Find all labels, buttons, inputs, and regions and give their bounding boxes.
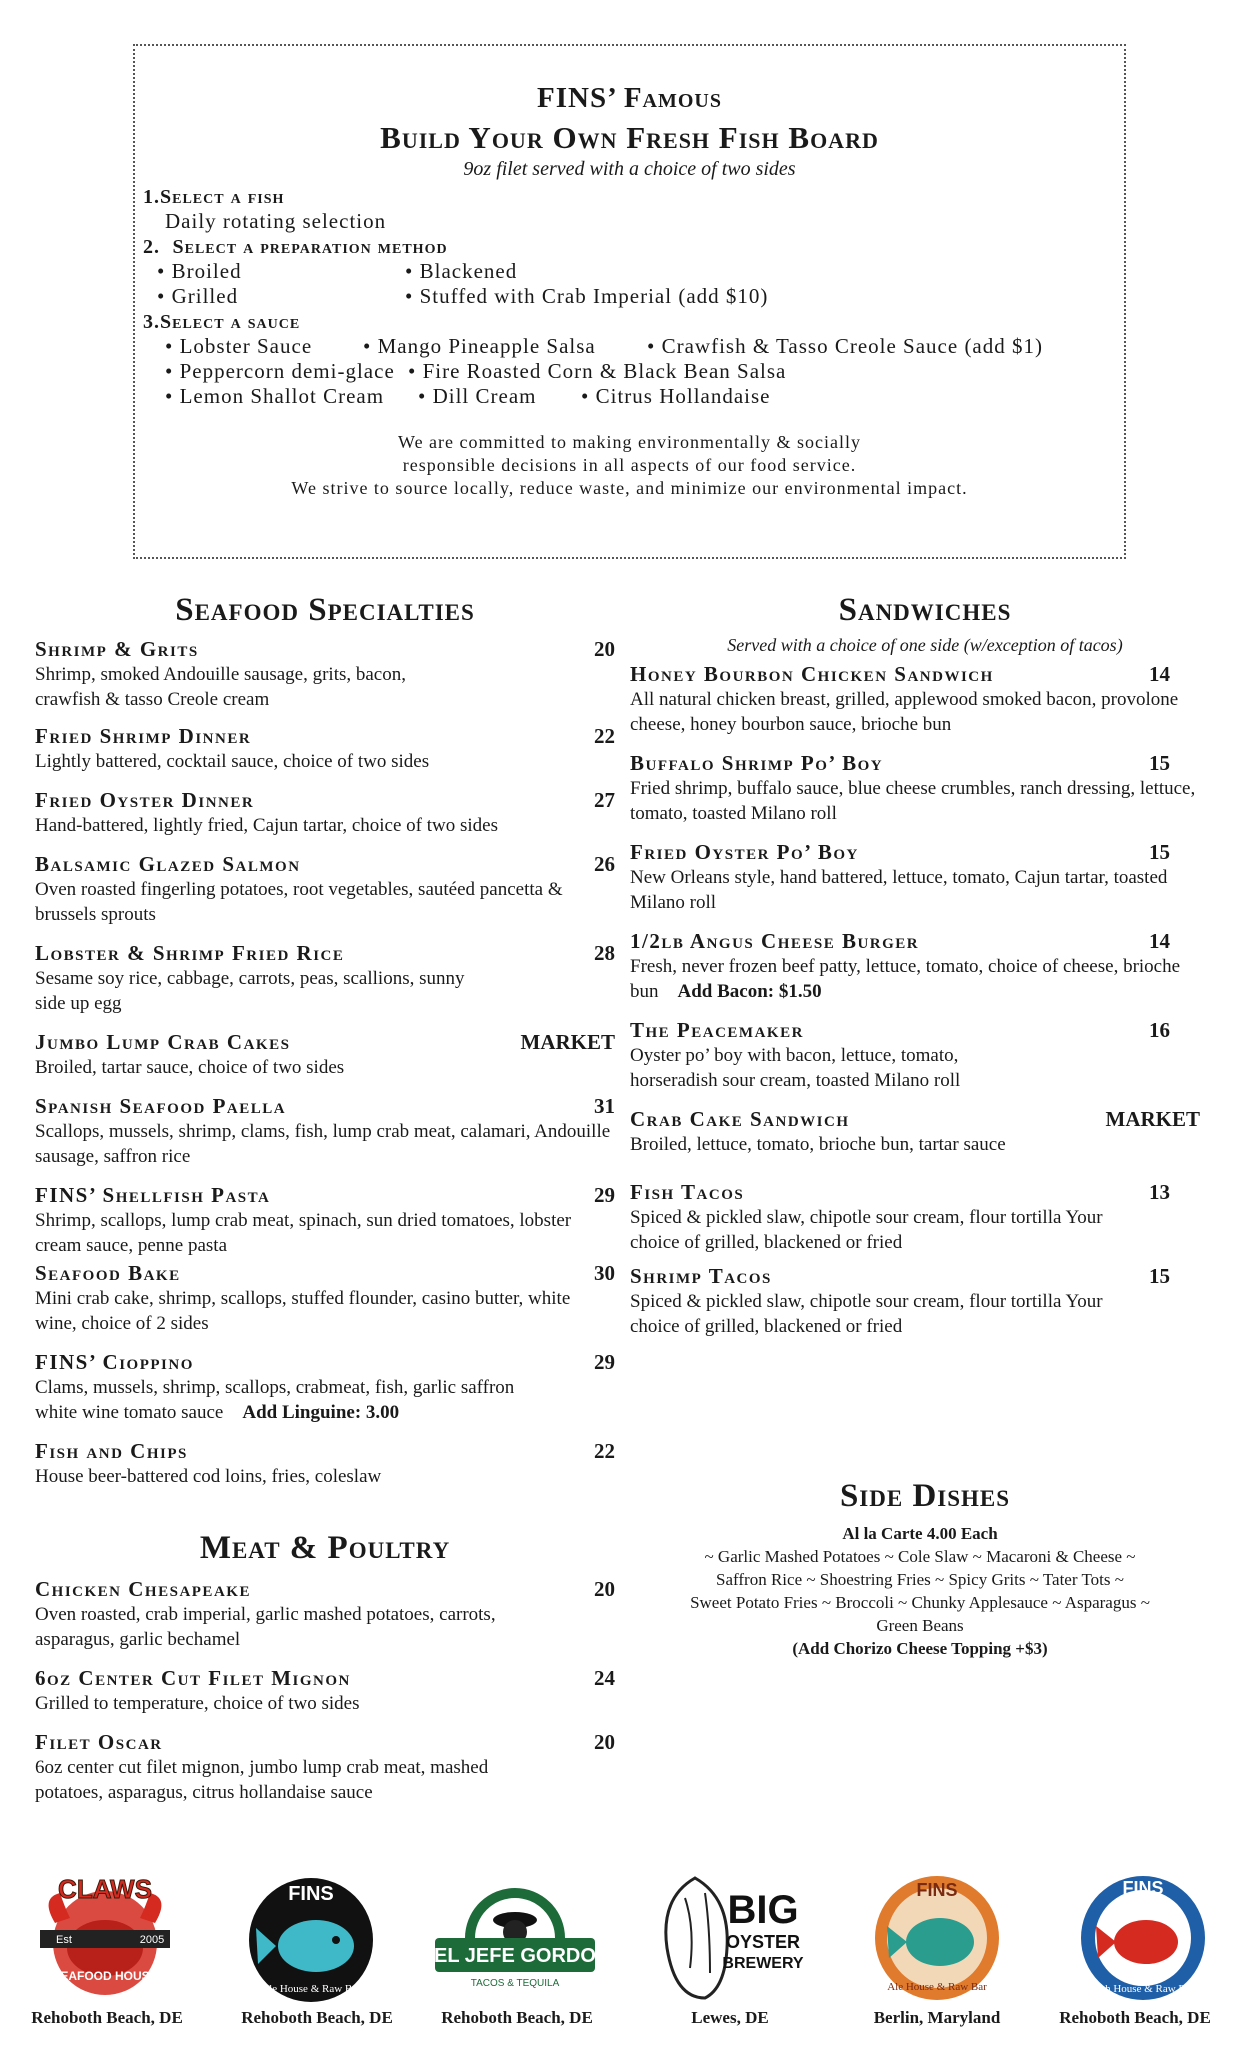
item-desc: Spiced & pickled slaw, chipotle sour cream, flour tortilla Your choice of grilled, blackened or fried — [630, 1207, 1103, 1253]
board-title-line1: FINS’ Famous — [537, 82, 722, 114]
sauce-corn-salsa: • Fire Roasted Corn & Black Bean Salsa — [408, 359, 787, 383]
mission-line-3: We strive to source locally, reduce waste, and minimize our environmental impact. — [291, 478, 968, 498]
menu-item — [35, 1183, 615, 1258]
item-name: Balsamic Glazed Salmon — [35, 852, 301, 876]
oyster-name: BIG — [727, 1888, 799, 1932]
menu-item — [630, 1018, 1200, 1093]
oyster-sub2: BREWERY — [722, 1955, 804, 1972]
fins-berlin-logo — [862, 1868, 1012, 2008]
item-price: 13 — [1149, 1180, 1170, 1204]
item-name: Fried Oyster Dinner — [35, 788, 255, 812]
step-3-label: Select a sauce — [160, 311, 301, 333]
menu-item — [630, 1180, 1200, 1255]
item-price: 22 — [594, 1439, 615, 1463]
item-name: Crab Cake Sandwich — [630, 1107, 850, 1131]
item-desc: Broiled, tartar sauce, choice of two sides — [35, 1057, 345, 1078]
sides-addon: (Add Chorizo Cheese Topping +$3) — [792, 1639, 1048, 1658]
sauce-dill: • Dill Cream — [418, 384, 537, 408]
item-name: Filet Oscar — [35, 1730, 163, 1754]
menu-item — [35, 1261, 615, 1336]
item-price: 15 — [1149, 751, 1170, 775]
jefe-sub: TACOS & TEQUILA — [470, 1978, 560, 1989]
item-desc: 6oz center cut filet mignon, jumbo lump crab meat, mashed potatoes, asparagus, citrus hollandaise sauce — [35, 1757, 489, 1803]
menu-item — [630, 751, 1200, 826]
meat-title: Meat & Poultry — [199, 1530, 451, 1566]
item-name: Buffalo Shrimp Po’ Boy — [630, 751, 884, 775]
item-name: Spanish Seafood Paella — [35, 1094, 287, 1118]
item-price: 14 — [1149, 662, 1170, 686]
menu-item — [630, 1107, 1200, 1157]
mission-line-2: responsible decisions in all aspects of our food service. — [402, 455, 857, 475]
claws-year: 2005 — [139, 1934, 165, 1946]
item-price: 20 — [594, 1730, 615, 1754]
item-name: Shrimp Tacos — [630, 1264, 772, 1288]
fins-berlin-name: FINS — [916, 1880, 958, 1900]
step-1-label: Select a fish — [160, 186, 285, 208]
location-label: Berlin, Maryland — [873, 2008, 1001, 2027]
prep-grilled: • Grilled — [157, 284, 239, 308]
item-desc: Oyster po’ boy with bacon, lettuce, tomato, horseradish sour cream, toasted Milano roll — [630, 1045, 961, 1091]
item-desc: Oven roasted fingerling potatoes, root vegetables, sautéed pancetta & brussels sprouts — [35, 879, 563, 925]
sauce-lemon: • Lemon Shallot Cream — [165, 384, 385, 408]
item-desc: Oven roasted, crab imperial, garlic mashed potatoes, carrots, asparagus, garlic bechamel — [35, 1604, 496, 1650]
sandwiches-title: Sandwiches — [838, 592, 1012, 628]
item-desc: Fried shrimp, buffalo sauce, blue cheese crumbles, ranch dressing, lettuce, tomato, toasted Milano roll — [630, 778, 1196, 824]
item-desc-text: Clams, mussels, shrimp, scallops, crabmeat, fish, garlic saffron white wine tomato sauce — [35, 1377, 515, 1423]
item-price: 27 — [594, 788, 615, 812]
item-desc — [35, 1375, 515, 1425]
item-desc: Scallops, mussels, shrimp, clams, fish, lump crab meat, calamari, Andouille sausage, saffron rice — [35, 1121, 611, 1167]
item-desc: Spiced & pickled slaw, chipotle sour cream, flour tortilla Your choice of grilled, blackened or fried — [630, 1291, 1103, 1337]
menu-item — [630, 1264, 1200, 1339]
menu-item — [35, 1439, 615, 1489]
sides-title: Side Dishes — [839, 1478, 1011, 1514]
menu-item — [35, 637, 615, 712]
fish-board-box — [133, 44, 1126, 559]
item-price: 31 — [594, 1094, 615, 1118]
menu-item — [630, 929, 1200, 1004]
item-extra: Add Linguine: 3.00 — [242, 1402, 400, 1423]
item-name: 6oz Center Cut Filet Mignon — [35, 1666, 351, 1690]
sides-block — [635, 1522, 1205, 1660]
item-desc: New Orleans style, hand battered, lettuce, tomato, Cajun tartar, toasted Milano roll — [630, 867, 1168, 913]
item-desc — [630, 954, 1200, 1004]
jefe-name: EL JEFE GORDO — [434, 1945, 596, 1967]
item-desc-text: Fresh, never frozen beef patty, lettuce, tomato, choice of cheese, brioche bun — [630, 956, 1181, 1002]
item-price: 20 — [594, 637, 615, 661]
big-oyster-brewery-logo — [655, 1868, 805, 2008]
item-name: FINS’ Shellfish Pasta — [35, 1183, 271, 1207]
menu-item — [35, 852, 615, 927]
menu-item — [35, 941, 615, 1016]
fins-berlin-sub: Ale House & Raw Bar — [887, 1981, 987, 1993]
fins-fish-sub: Fish House & Raw Bar — [1091, 1983, 1195, 1995]
menu-item — [35, 788, 615, 838]
sauce-crawfish: • Crawfish & Tasso Creole Sauce (add $1) — [647, 334, 1043, 358]
location-label: Rehoboth Beach, DE — [1059, 2008, 1211, 2027]
fins-fish-name: FINS — [1122, 1878, 1164, 1898]
fins-name: FINS — [288, 1883, 334, 1905]
step-3-number: 3. — [143, 311, 160, 333]
item-name: The Peacemaker — [630, 1018, 804, 1042]
board-subtitle: 9oz filet served with a choice of two sides — [463, 158, 796, 180]
item-desc: Grilled to temperature, choice of two sides — [35, 1693, 360, 1714]
item-desc: Mini crab cake, shrimp, scallops, stuffed flounder, casino butter, white wine, choice of 2 sides — [35, 1288, 571, 1334]
sandwiches-subtitle: Served with a choice of one side (w/exception of tacos) — [727, 635, 1123, 655]
location-label: Rehoboth Beach, DE — [31, 2008, 183, 2027]
step-2 — [143, 234, 448, 259]
claws-est: Est — [56, 1934, 72, 1946]
fins-ale-house-logo — [236, 1868, 386, 2008]
claws-name: CLAWS — [58, 1874, 152, 1904]
menu-item — [35, 724, 615, 774]
item-name: 1/2lb Angus Cheese Burger — [630, 929, 920, 953]
sauce-peppercorn: • Peppercorn demi-glace — [165, 359, 395, 383]
item-price: MARKET — [1105, 1107, 1200, 1131]
sauce-hollandaise: • Citrus Hollandaise — [581, 384, 771, 408]
item-name: Fried Shrimp Dinner — [35, 724, 252, 748]
item-name: Fried Oyster Po’ Boy — [630, 840, 859, 864]
step-3 — [143, 309, 300, 334]
step-1-detail: Daily rotating selection — [165, 209, 387, 233]
item-desc: Shrimp, scallops, lump crab meat, spinach, sun dried tomatoes, lobster cream sauce, penne pasta — [35, 1210, 572, 1256]
item-name: FINS’ Cioppino — [35, 1350, 194, 1374]
prep-blackened: • Blackened — [405, 259, 518, 283]
prep-stuffed: • Stuffed with Crab Imperial (add $10) — [405, 284, 769, 308]
menu-item — [630, 840, 1200, 915]
claws-logo — [30, 1868, 180, 2008]
item-desc: Shrimp, smoked Andouille sausage, grits, bacon, crawfish & tasso Creole cream — [35, 664, 406, 710]
item-name: Lobster & Shrimp Fried Rice — [35, 941, 345, 965]
item-name: Shrimp & Grits — [35, 637, 199, 661]
fins-fish-house-logo — [1068, 1868, 1218, 2008]
step-2-number: 2. — [143, 236, 160, 258]
item-price: 22 — [594, 724, 615, 748]
step-2-label: Select a preparation method — [172, 236, 448, 258]
menu-item — [35, 1666, 615, 1716]
item-price: 29 — [594, 1183, 615, 1207]
item-name: Fish and Chips — [35, 1439, 188, 1463]
claws-sub: SEAFOOD HOUSE — [52, 1969, 158, 1983]
oyster-sub: OYSTER — [725, 1932, 801, 1952]
item-price: 24 — [594, 1666, 615, 1690]
sauce-lobster: • Lobster Sauce — [165, 334, 313, 358]
sides-line: Sweet Potato Fries ~ Broccoli ~ Chunky Applesauce ~ Asparagus ~ — [690, 1593, 1150, 1612]
item-price: 30 — [594, 1261, 615, 1285]
item-name: Chicken Chesapeake — [35, 1577, 251, 1601]
item-desc: Broiled, lettuce, tomato, brioche bun, tartar sauce — [630, 1134, 1006, 1155]
menu-item — [35, 1730, 615, 1805]
step-1 — [143, 184, 284, 209]
location-label: Rehoboth Beach, DE — [241, 2008, 393, 2027]
el-jefe-gordo-logo — [430, 1868, 600, 2008]
location-label: Lewes, DE — [691, 2008, 769, 2027]
item-name: Honey Bourbon Chicken Sandwich — [630, 662, 994, 686]
board-title-line2: Build Your Own Fresh Fish Board — [380, 120, 879, 155]
menu-item — [35, 1350, 615, 1425]
sides-subtitle: Al la Carte 4.00 Each — [842, 1524, 998, 1543]
menu-item — [630, 662, 1200, 737]
item-price: 14 — [1149, 929, 1170, 953]
sides-line: ~ Garlic Mashed Potatoes ~ Cole Slaw ~ Macaroni & Cheese ~ — [704, 1547, 1136, 1566]
seafood-title: Seafood Specialties — [175, 592, 475, 628]
item-price: 20 — [594, 1577, 615, 1601]
item-price: 29 — [594, 1350, 615, 1374]
item-desc: Sesame soy rice, cabbage, carrots, peas, scallions, sunny side up egg — [35, 968, 465, 1014]
item-price: 15 — [1149, 1264, 1170, 1288]
sides-line: Green Beans — [876, 1616, 964, 1635]
prep-broiled: • Broiled — [157, 259, 242, 283]
menu-item — [35, 1577, 615, 1652]
item-extra: Add Bacon: $1.50 — [677, 981, 822, 1002]
item-desc: Lightly battered, cocktail sauce, choice of two sides — [35, 751, 430, 772]
item-price: 28 — [594, 941, 615, 965]
item-name: Jumbo Lump Crab Cakes — [35, 1030, 291, 1054]
item-price: MARKET — [520, 1030, 615, 1054]
location-label: Rehoboth Beach, DE — [441, 2008, 593, 2027]
sides-line: Saffron Rice ~ Shoestring Fries ~ Spicy Grits ~ Tater Tots ~ — [716, 1570, 1124, 1589]
step-1-number: 1. — [143, 186, 160, 208]
item-desc: All natural chicken breast, grilled, applewood smoked bacon, provolone cheese, honey bourbon sauce, brioche bun — [630, 689, 1179, 735]
item-price: 26 — [594, 852, 615, 876]
mission-line-1: We are committed to making environmentally & socially — [398, 432, 861, 452]
sauce-mango: • Mango Pineapple Salsa — [363, 334, 596, 358]
menu-item — [35, 1030, 615, 1080]
item-desc: Hand-battered, lightly fried, Cajun tartar, choice of two sides — [35, 815, 499, 836]
item-name: Seafood Bake — [35, 1261, 181, 1285]
fins-sub: Ale House & Raw Bar — [261, 1983, 361, 1995]
item-price: 15 — [1149, 840, 1170, 864]
item-desc: House beer-battered cod loins, fries, coleslaw — [35, 1466, 382, 1487]
menu-item — [35, 1094, 615, 1169]
item-name: Fish Tacos — [630, 1180, 745, 1204]
item-price: 16 — [1149, 1018, 1170, 1042]
